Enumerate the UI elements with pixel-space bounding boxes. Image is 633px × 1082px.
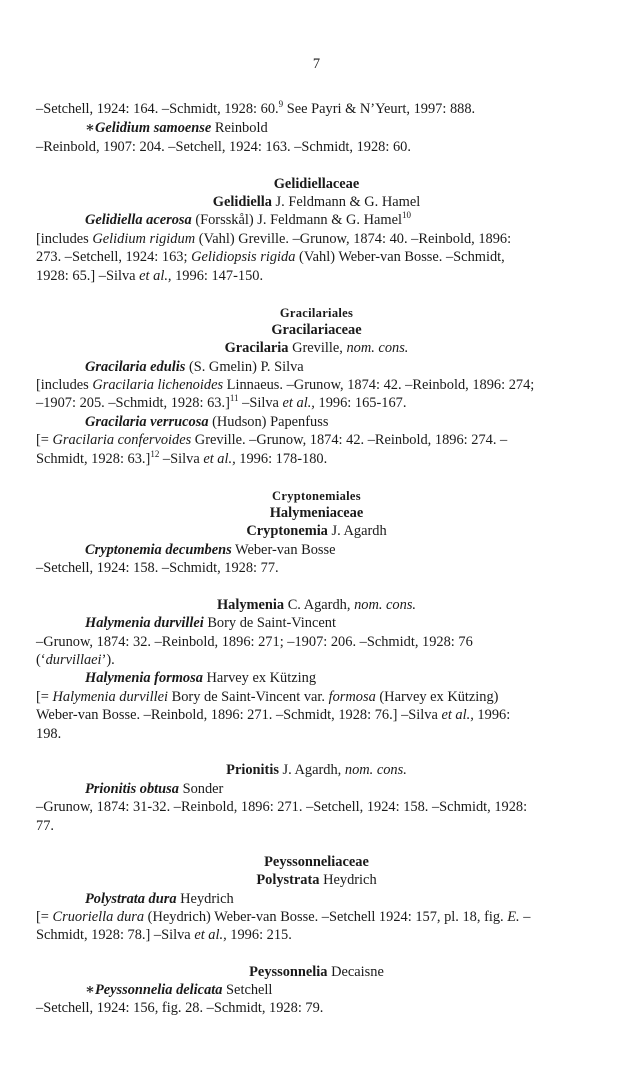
species-entry: Gracilaria edulis (S. Gmelin) P. Silva: [85, 359, 304, 375]
species-name: Cryptonemia decumbens: [85, 542, 232, 558]
species-entry: Halymenia formosa Harvey ex Kützing: [85, 670, 317, 686]
page-number: 7: [312, 56, 321, 72]
footnote-ref: 11: [229, 393, 239, 404]
species-entry: Gelidiella acerosa (Forsskål) J. Feldmann & G. Hamel$^{10}$: [85, 210, 411, 228]
citation-line: –Setchell, 1924: 156, fig. 28. –Schmidt, 1928: 79.: [36, 1000, 324, 1016]
citation-line: Schmidt, 1928: 78.] –Silva et al., 1996: 215.: [36, 927, 292, 943]
citation-line: [= Halymenia durvillei Bory de Saint-Vincent var. formosa (Harvey ex Kützing): [36, 689, 499, 705]
species-entry: Cryptonemia decumbens Weber-van Bosse: [85, 542, 336, 558]
species-name: Prionitis obtusa: [85, 781, 179, 797]
footnote-ref: 12: [150, 449, 160, 460]
citation-line: 1928: 65.] –Silva et al., 1996: 147-150.: [36, 268, 264, 284]
citation-line: –Grunow, 1874: 32. –Reinbold, 1896: 271; –1907: 206. –Schmidt, 1928: 76: [36, 634, 473, 650]
citation-line: 77.: [36, 818, 54, 834]
citation-line: [= Cruoriella dura (Heydrich) Weber-van Bosse. –Setchell 1924: 157, pl. 18, fig. E. –: [36, 909, 531, 925]
asterisk-mark: ∗: [85, 120, 95, 136]
asterisk-mark: ∗: [85, 982, 95, 998]
citation-line: Weber-van Bosse. –Reinbold, 1896: 271. –Schmidt, 1928: 76.] –Silva et al., 1996:: [36, 707, 511, 723]
genus-heading: Gelidiella J. Feldmann & G. Hamel: [212, 194, 421, 210]
citation-line: [= Gracilaria confervoides Greville. –Grunow, 1874: 42. –Reinbold, 1896: 274. –: [36, 432, 508, 448]
citation-line: [includes Gelidium rigidum (Vahl) Greville. –Grunow, 1874: 40. –Reinbold, 1896:: [36, 231, 512, 247]
species-name: Polystrata dura: [85, 891, 177, 907]
species-name: Peyssonnelia delicata: [94, 982, 223, 998]
species-entry: Polystrata dura Heydrich: [85, 891, 234, 907]
species-name: Halymenia formosa: [85, 670, 203, 686]
citation-line: –Reinbold, 1907: 204. –Setchell, 1924: 163. –Schmidt, 1928: 60.: [36, 139, 411, 155]
citation-line: –Setchell, 1924: 164. –Schmidt, 1928: 60.$^9$ See Payri & N’Yeurt, 1997: 888.: [36, 99, 476, 117]
footnote-ref: 9: [278, 99, 284, 110]
species-name: Gelidiella acerosa: [85, 212, 192, 228]
genus-heading: Halymenia C. Agardh, nom. cons.: [216, 597, 417, 613]
family-heading: Gracilariaceae: [271, 322, 362, 338]
citation-line: 198.: [36, 726, 62, 742]
citation-line: –Setchell, 1924: 158. –Schmidt, 1928: 77.: [36, 560, 279, 576]
genus-heading: Peyssonnelia Decaisne: [249, 964, 384, 980]
species-entry: Gracilaria verrucosa (Hudson) Papenfuss: [85, 414, 329, 430]
order-heading: Cryptonemiales: [272, 489, 361, 503]
species-entry: ∗Gelidium samoense Reinbold: [85, 120, 268, 136]
order-heading: Gracilariales: [279, 306, 354, 320]
citation-line: –1907: 205. –Schmidt, 1928: 63.]$^{11}$ –Silva et al., 1996: 165-167.: [36, 393, 407, 411]
genus-heading: Gracilaria Greville, nom. cons.: [224, 340, 409, 356]
species-entry: Halymenia durvillei Bory de Saint-Vincent: [85, 615, 336, 631]
citation-line: –Grunow, 1874: 31-32. –Reinbold, 1896: 271. –Setchell, 1924: 158. –Schmidt, 1928:: [36, 799, 528, 815]
family-heading: Gelidiellaceae: [273, 176, 360, 192]
genus-heading: Polystrata Heydrich: [256, 872, 377, 888]
footnote-ref: 10: [401, 210, 411, 221]
species-name: Gelidium samoense: [94, 120, 212, 136]
species-entry: Prionitis obtusa Sonder: [85, 781, 224, 797]
family-heading: Halymeniaceae: [269, 505, 364, 521]
citation-line: 273. –Setchell, 1924: 163; Gelidiopsis rigida (Vahl) Weber-van Bosse. –Schmidt,: [36, 249, 505, 265]
species-name: Halymenia durvillei: [85, 615, 204, 631]
citation-line: (‘durvillaei’).: [36, 652, 115, 668]
species-name: Gracilaria edulis: [85, 359, 186, 375]
citation-line: Schmidt, 1928: 63.]$^{12}$ –Silva et al., 1996: 178-180.: [36, 449, 328, 467]
citation-line: [includes Gracilaria lichenoides Linnaeus. –Grunow, 1874: 42. –Reinbold, 1896: 274;: [36, 377, 535, 393]
genus-heading: Prionitis J. Agardh, nom. cons.: [226, 762, 407, 778]
species-name: Gracilaria verrucosa: [85, 414, 209, 430]
species-entry: ∗Peyssonnelia delicata Setchell: [85, 982, 273, 998]
family-heading: Peyssonneliaceae: [264, 854, 369, 870]
genus-heading: Cryptonemia J. Agardh: [246, 523, 387, 539]
